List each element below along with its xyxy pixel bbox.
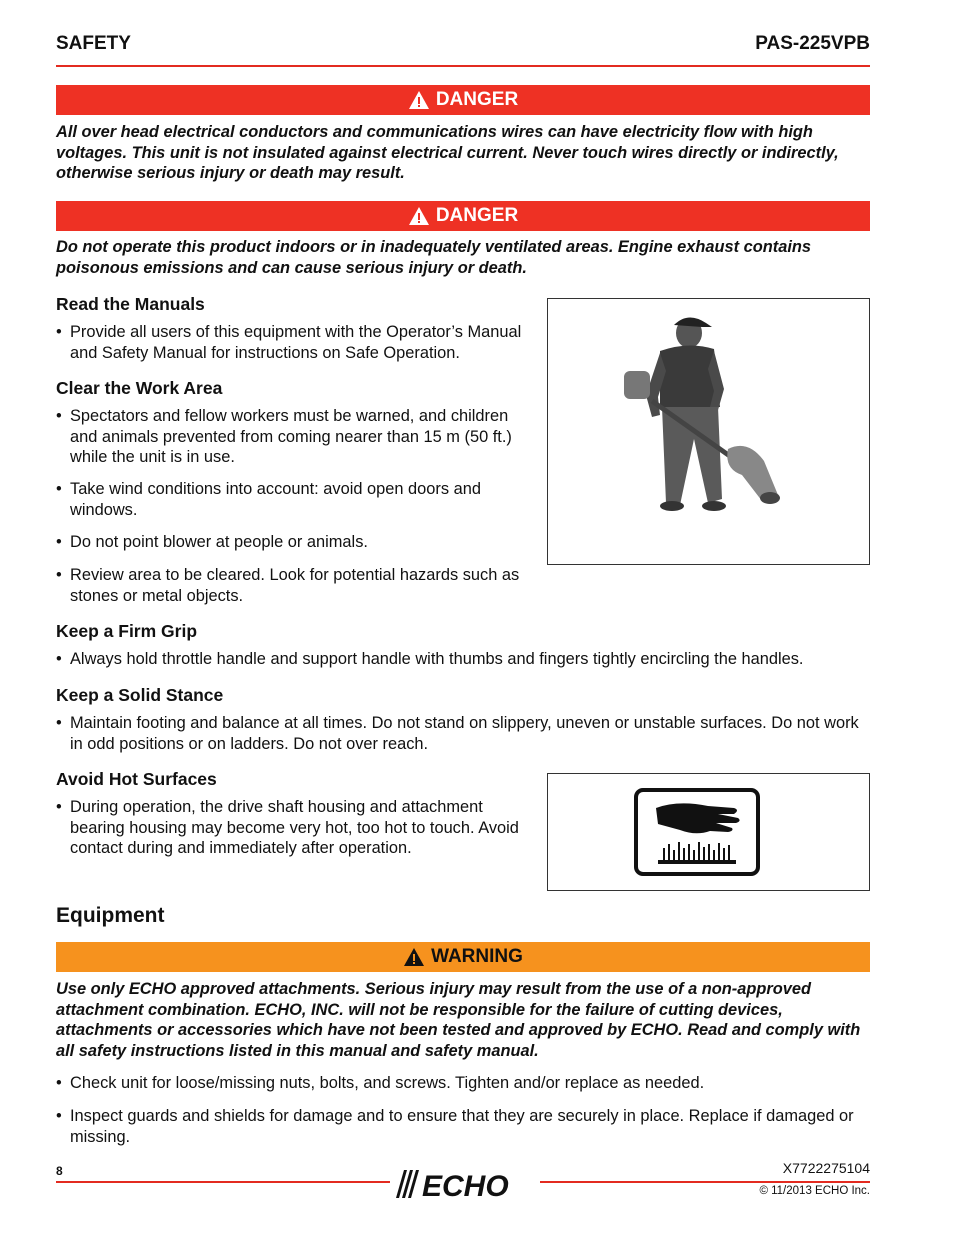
danger-text-2: Do not operate this product indoors or in inadequately ventilated areas. Engine exhaust contains poisonous emissions and can cause serious injury or death. bbox=[56, 238, 812, 277]
list-item: • Inspect guards and shields for damage and to ensure that they are securely in place. Replace if damaged or missing. bbox=[56, 1107, 854, 1146]
list-item: • Maintain footing and balance at all times. Do not stand on slippery, uneven or unstable surfaces. Do not work in odd positions or on ladders. Do not over reach. bbox=[56, 714, 859, 753]
danger-banner-2 bbox=[56, 201, 870, 231]
part-number: X7722275104 bbox=[782, 1160, 870, 1176]
echo-logo bbox=[390, 1166, 540, 1202]
warning-triangle-icon bbox=[403, 947, 425, 967]
warning-banner bbox=[56, 942, 870, 972]
heading-read-manuals: Read the Manuals bbox=[56, 294, 205, 314]
heading-firm-grip: Keep a Firm Grip bbox=[56, 621, 198, 641]
heading-hot-surfaces: Avoid Hot Surfaces bbox=[56, 769, 217, 789]
hot-surface-hand-icon bbox=[548, 774, 869, 890]
list-item: • Take wind conditions into account: avoid open doors and windows. bbox=[56, 480, 481, 519]
heading-solid-stance: Keep a Solid Stance bbox=[56, 685, 224, 705]
danger-banner-1 bbox=[56, 85, 870, 115]
page-number: 8 bbox=[56, 1164, 63, 1178]
danger-label-1: DANGER bbox=[435, 89, 519, 110]
heading-equipment: Equipment bbox=[56, 904, 165, 927]
list-item: • Provide all users of this equipment with the Operator’s Manual and Safety Manual for instructions on Safe Operation. bbox=[56, 323, 522, 362]
warning-label: WARNING bbox=[431, 946, 523, 967]
header-rule bbox=[56, 65, 870, 67]
svg-text:ECHO: ECHO bbox=[422, 1170, 509, 1202]
warning-text: Use only ECHO approved attachments. Serious injury may result from the use of a non-approved attachment combination. ECHO, INC. will not be responsible for the failure of cutting devices, attachments or accessories which have not been tested and approved by ECHO. Read and comply with all safety instructions listed in this manual and safety manual. bbox=[56, 980, 861, 1060]
danger-text-1: All over head electrical conductors and communications wires can have electricity flow with high voltages. This unit is not insulated against electrical current. Never touch wires directly or indirectly, otherwise serious injury or death may result. bbox=[56, 123, 839, 182]
list-item: • During operation, the drive shaft housing and attachment bearing housing may become very hot, too hot to touch. Avoid contact during and immediately after operation. bbox=[56, 798, 519, 857]
warning-triangle-icon bbox=[408, 90, 430, 110]
list-item: • Spectators and fellow workers must be warned, and children and animals prevented from coming nearer than 15 m (50 ft.) while the unit is in use. bbox=[56, 407, 512, 466]
operator-with-blower-image bbox=[548, 299, 869, 564]
heading-clear-area: Clear the Work Area bbox=[56, 378, 223, 398]
list-item: • Do not point blower at people or animals. bbox=[56, 533, 368, 551]
danger-label-2: DANGER bbox=[435, 205, 519, 226]
model-title: PAS-225VPB bbox=[755, 33, 870, 54]
warning-triangle-icon bbox=[408, 206, 430, 226]
operator-illustration bbox=[547, 298, 870, 565]
list-item: • Review area to be cleared. Look for potential hazards such as stones or metal objects. bbox=[56, 566, 520, 605]
hot-surface-symbol-box bbox=[547, 773, 870, 891]
list-item: • Check unit for loose/missing nuts, bolts, and screws. Tighten and/or replace as needed. bbox=[56, 1074, 705, 1092]
copyright: © 11/2013 ECHO Inc. bbox=[759, 1185, 870, 1197]
list-item: • Always hold throttle handle and support handle with thumbs and fingers tightly encircling the handles. bbox=[56, 650, 804, 668]
section-title: SAFETY bbox=[56, 33, 131, 54]
